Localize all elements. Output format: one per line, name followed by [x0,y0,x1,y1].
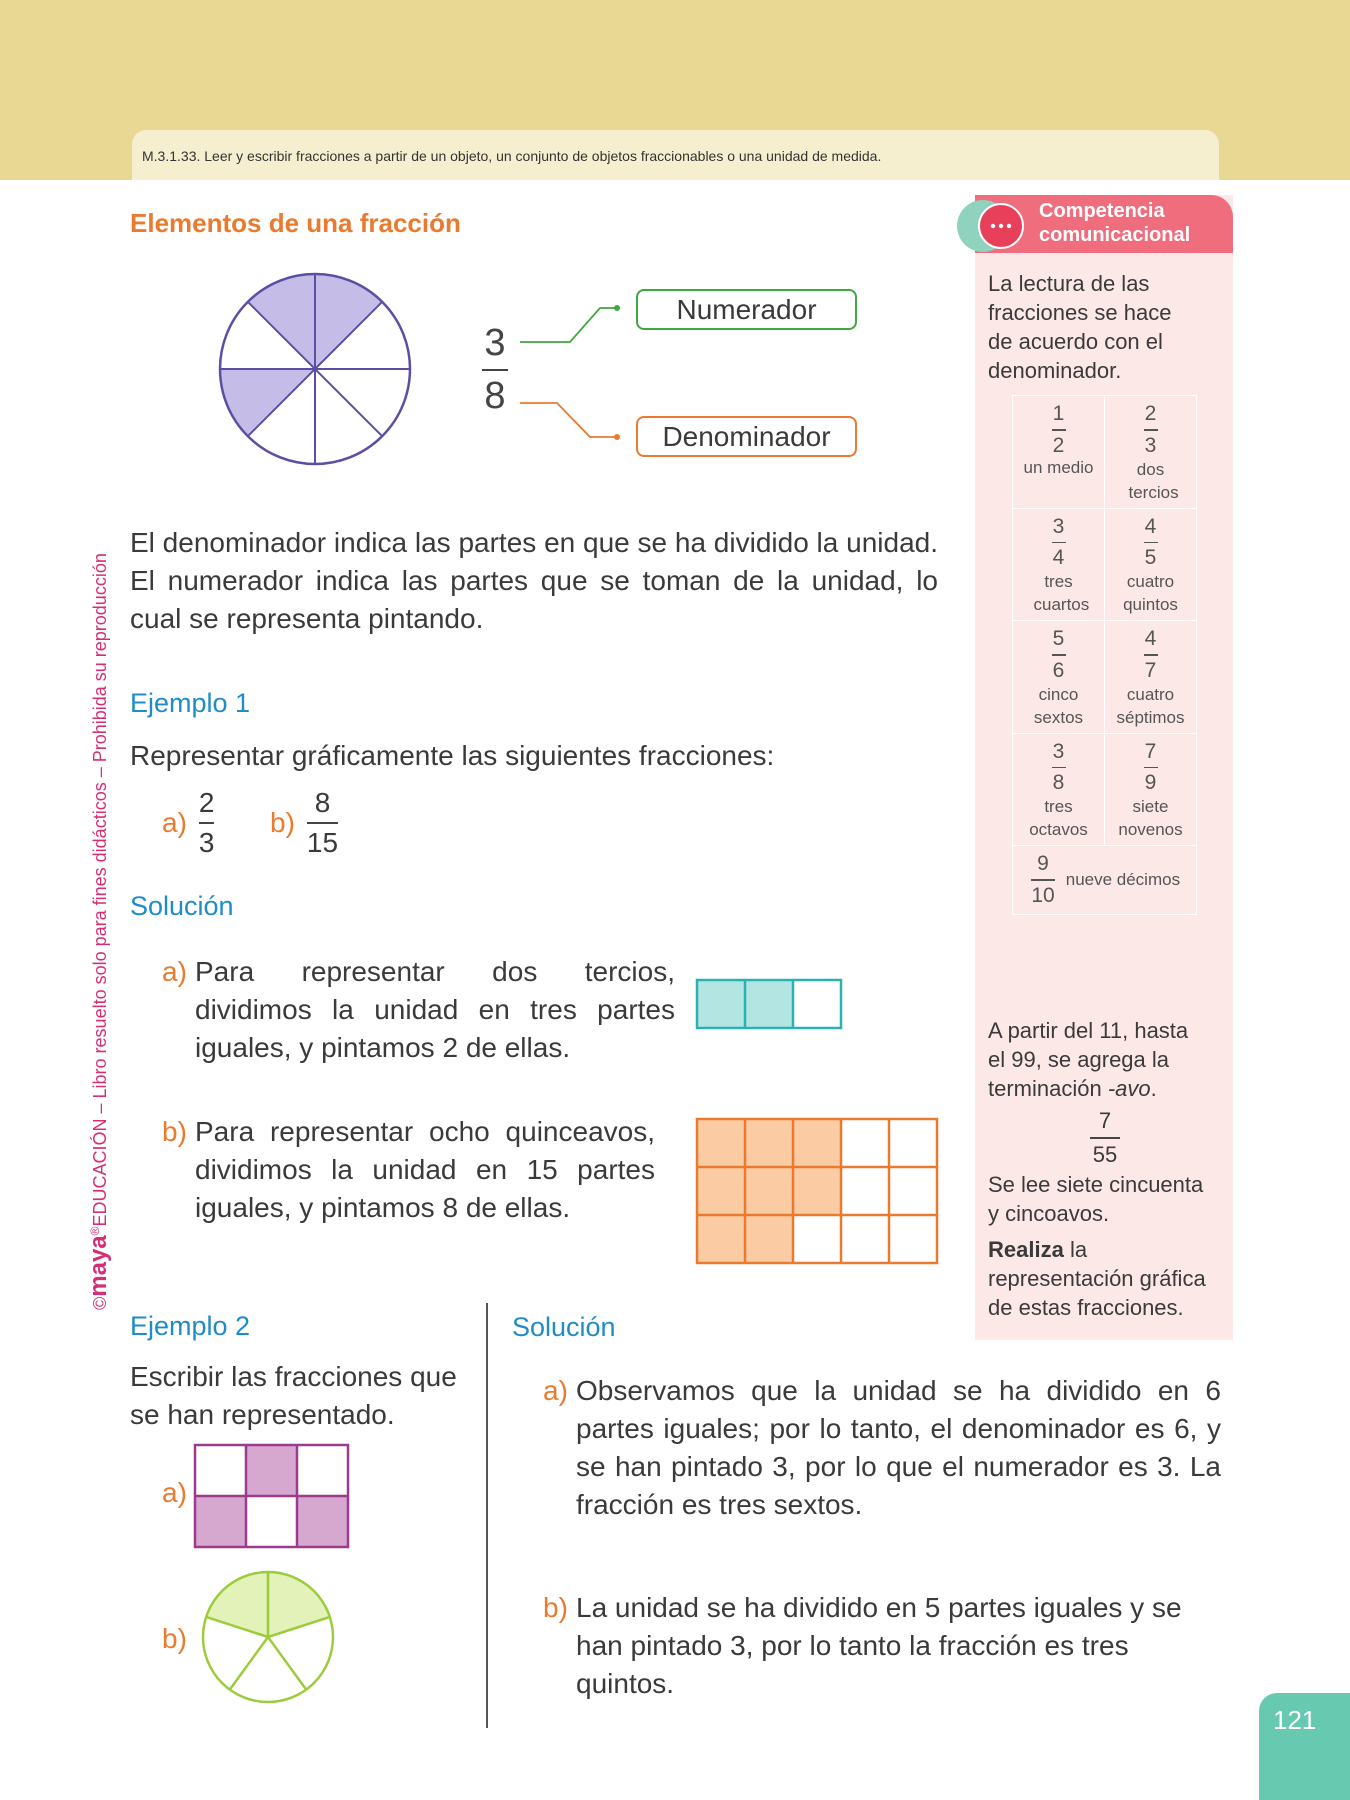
numerator: 2 [198,787,215,818]
solution-b-text: Para representar ocho quinceavos, dividimos la unidad en 15 partes iguales, y pintamos 8 de ellas. [195,1116,655,1223]
side-notice-text: EDUCACIÓN – Libro resuelto solo para fines didácticos – Prohibida su reproducción [90,553,110,1227]
main-denominator: 8 [484,375,506,417]
example1-title: Ejemplo 1 [130,688,251,718]
main-numerator: 3 [484,322,506,364]
example1-item-b [270,787,338,859]
example2-solution-a-label: a) [543,1375,568,1406]
fraction-name: dos tercios [1128,459,1179,502]
sidebar-example-fraction [1090,1108,1120,1168]
fifteenths-grid-figure [695,1117,940,1266]
fraction-name: cinco sextos [1033,684,1084,727]
fraction [307,787,338,859]
fraction-name: un medio [1023,457,1094,477]
fraction-bar [482,369,508,371]
example2-item-a-label: a) [162,1477,187,1508]
solution-b-label: b) [162,1116,187,1147]
example2-solution-title: Solución [512,1312,616,1342]
example2-prompt: Escribir las fracciones que se han representado. [130,1361,457,1430]
pie-eighths-figure [215,266,415,466]
fraction-name: tres octavos [1029,797,1088,839]
page-number-text: 121 [1273,1705,1317,1735]
skill-text: M.3.1.33. Leer y escribir fracciones a partir de un objeto, un conjunto de objetos fraccionables o una unidad de medida. [142,148,882,164]
denominator: 3 [198,826,215,858]
numerator: 8 [314,787,331,818]
pie-slice-shaded [315,274,382,369]
solution-a-label: a) [162,956,187,987]
fraction-name: nueve décimos [1065,869,1181,889]
item-label: a) [162,806,187,838]
copyright-symbol: © [90,1296,110,1310]
denominator-label-box [636,416,857,457]
page-number [1259,1693,1350,1800]
table-cell: $\frac{5}{6}$ cinco sextos [1013,621,1105,734]
numerator-label: Numerador [676,293,817,325]
sidebar-intro: La lectura de las fracciones se hace de acuerdo con el denominador. [988,271,1172,383]
example1-prompt: Representar gráficamente las siguientes fracciones: [130,740,775,771]
side-notice [85,553,113,1310]
explanation-paragraph: El denominador indica las partes en que se ha dividido la unidad. El numerador indica las partes que se toman de la unidad, lo cual se representa pintando. [130,527,938,634]
fraction-name: siete novenos [1118,797,1183,839]
sidebar-note [988,1016,1203,1103]
main-fraction [482,322,508,418]
example2-item-b-label: b) [162,1623,187,1654]
note-dot: . [1150,1076,1157,1101]
example2-title: Ejemplo 2 [130,1311,251,1341]
item-label: b) [270,806,295,838]
denominator-label: Denominador [662,420,831,452]
sixths-rect-figure [193,1443,351,1549]
example2-solution-b-label: b) [543,1592,568,1623]
task-rest: la representación gráfica de estas fracciones. [988,1237,1206,1320]
column-divider [486,1303,488,1728]
section-title: Elementos de una fracción [130,208,461,238]
shaded-part [745,980,793,1028]
table-cell: $\frac{3}{4}$ tres cuartos [1013,508,1105,621]
example2-solution-a-text: Observamos que la unidad se ha dividido en 6 partes iguales; por lo tanto, el denominador es 6, y se han pintado 3, por lo que el numerador es 3. La fracción es tres sextos. [576,1375,1221,1520]
table-cell: $\frac{2}{3}$ dos tercios [1105,396,1197,509]
brand-logo: maya [85,1235,112,1297]
denominator: 55 [1092,1141,1118,1167]
thirds-bar-figure [695,978,843,1031]
table-cell: $\frac{7}{9}$ siete novenos [1105,733,1197,846]
skill-strip [132,130,1219,180]
fraction-name: cuatro séptimos [1116,684,1185,727]
table-cell: $\frac{3}{8}$ tres octavos [1013,733,1105,846]
table-cell: $\frac{4}{5}$ cuatro quintos [1105,508,1197,621]
pie-slice-shaded [220,369,315,436]
fifths-pie-figure [200,1569,336,1705]
numerator: 7 [1098,1108,1112,1133]
table-cell: $\frac{4}{7}$ cuatro séptimos [1105,621,1197,734]
task-bold: Realiza [988,1237,1064,1262]
note-suffix: -avo [1107,1076,1151,1101]
note-text: A partir del 11, hasta el 99, se agrega la terminación [988,1018,1189,1101]
speech-bubble-icon [953,196,1033,256]
fraction-names-table [1012,395,1197,915]
table-cell: $\frac{1}{2}$ un medio [1013,396,1105,509]
fraction [199,787,215,859]
connector-lines [515,290,635,450]
registered-symbol: ® [88,1226,102,1236]
sidebar-title-line2: comunicacional [1039,224,1191,246]
example2-solution-b-text: La unidad se ha dividido en 5 partes iguales y se han pintado 3, por lo tanto la fracción es tres quintos. [576,1592,1182,1699]
denominator: 15 [306,826,339,858]
numerator-label-box [636,289,857,330]
solution-a-text: Para representar dos tercios, dividimos la unidad en tres partes iguales, y pintamos 2 de ellas. [195,956,675,1063]
sidebar-title [1039,199,1190,247]
sidebar-title-line1: Competencia [1039,200,1165,222]
sidebar-task [988,1235,1218,1322]
fraction-name: tres cuartos [1033,572,1090,614]
fraction-name: cuatro quintos [1123,572,1178,614]
example1-solution-title: Solución [130,891,234,921]
sidebar-example-read: Se lee siete cincuenta y cincoavos. [988,1172,1204,1226]
example1-item-a [162,787,214,859]
table-cell: $\frac{9}{10}$ nueve décimos [1013,846,1197,915]
shaded-part [697,980,745,1028]
pie-slice-shaded [248,274,315,369]
